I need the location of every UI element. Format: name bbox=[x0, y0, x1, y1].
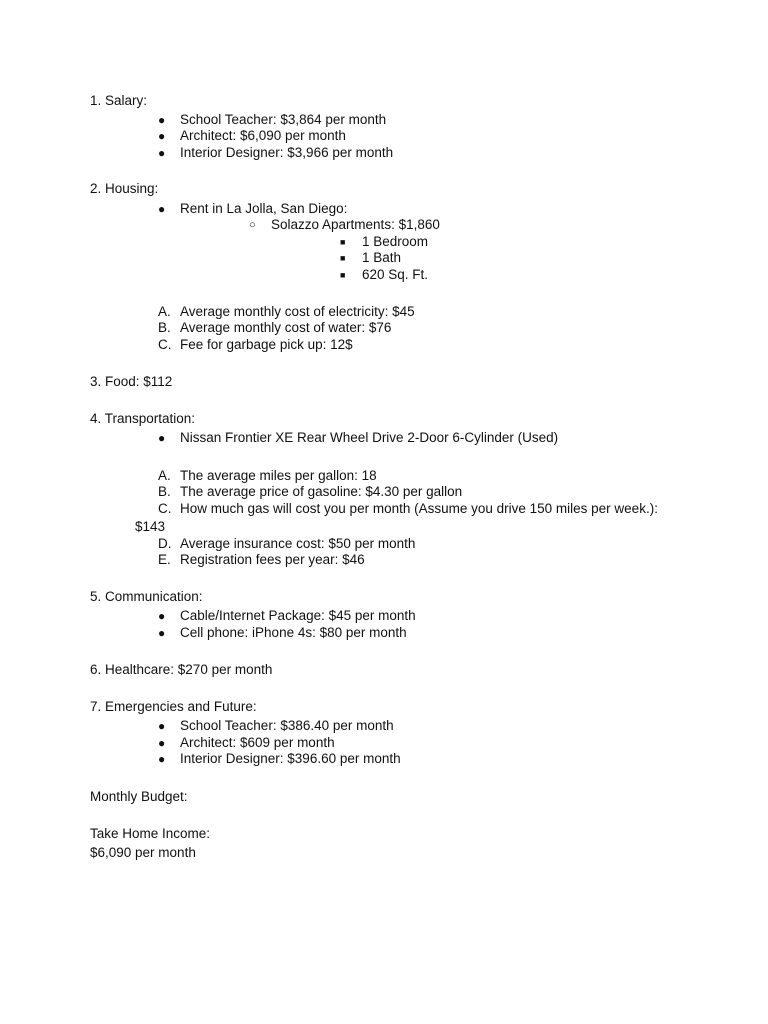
gas-cost-value: $143 bbox=[135, 519, 166, 534]
bullet-icon: ● bbox=[158, 719, 166, 733]
transportation-item: The average miles per gallon: 18 bbox=[180, 468, 377, 483]
emergencies-item: Interior Designer: $396.60 per month bbox=[180, 751, 401, 766]
bullet-icon: ● bbox=[158, 626, 166, 640]
food-heading: 3. Food: $112 bbox=[90, 374, 173, 389]
housing-cost: Average monthly cost of electricity: $45 bbox=[180, 304, 415, 319]
bullet-icon: ● bbox=[158, 736, 166, 750]
housing-cost-marker: C. bbox=[158, 337, 172, 352]
bullet-icon: ● bbox=[158, 431, 166, 445]
salary-item: School Teacher: $3,864 per month bbox=[180, 112, 387, 127]
salary-heading: 1. Salary: bbox=[90, 93, 148, 108]
communication-heading: 5. Communication: bbox=[90, 589, 203, 604]
transportation-item-marker: D. bbox=[158, 536, 172, 551]
circle-bullet-icon: ○ bbox=[249, 219, 256, 231]
emergencies-item: Architect: $609 per month bbox=[180, 735, 335, 750]
housing-detail: 620 Sq. Ft. bbox=[362, 267, 429, 282]
transportation-item: The average price of gasoline: $4.30 per gallon bbox=[180, 484, 463, 499]
transportation-item-marker: C. bbox=[158, 501, 172, 516]
square-bullet-icon: ■ bbox=[340, 237, 346, 247]
bullet-icon: ● bbox=[158, 202, 166, 216]
bullet-icon: ● bbox=[158, 113, 166, 127]
housing-heading: 2. Housing: bbox=[90, 181, 159, 196]
bullet-icon: ● bbox=[158, 146, 166, 160]
square-bullet-icon: ■ bbox=[340, 253, 346, 263]
housing-rent: Rent in La Jolla, San Diego: bbox=[180, 201, 348, 216]
emergencies-item: School Teacher: $386.40 per month bbox=[180, 718, 394, 733]
transportation-item-marker: E. bbox=[158, 552, 171, 567]
transportation-item: How much gas will cost you per month (Assume you drive 150 miles per week.): bbox=[180, 501, 658, 516]
bullet-icon: ● bbox=[158, 752, 166, 766]
salary-item: Interior Designer: $3,966 per month bbox=[180, 145, 394, 160]
bullet-icon: ● bbox=[158, 129, 166, 143]
transportation-item-marker: B. bbox=[158, 484, 171, 499]
transportation-vehicle: Nissan Frontier XE Rear Wheel Drive 2-Door 6-Cylinder (Used) bbox=[180, 430, 559, 445]
salary-item: Architect: $6,090 per month bbox=[180, 128, 346, 143]
transportation-item-marker: A. bbox=[158, 468, 171, 483]
communication-item: Cable/Internet Package: $45 per month bbox=[180, 608, 416, 623]
transportation-item: Registration fees per year: $46 bbox=[180, 552, 365, 567]
bullet-icon: ● bbox=[158, 609, 166, 623]
housing-cost: Average monthly cost of water: $76 bbox=[180, 320, 392, 335]
housing-cost-marker: A. bbox=[158, 304, 171, 319]
take-home-income-label: Take Home Income: bbox=[90, 826, 211, 841]
healthcare-heading: 6. Healthcare: $270 per month bbox=[90, 662, 273, 677]
housing-cost-marker: B. bbox=[158, 320, 171, 335]
housing-cost: Fee for garbage pick up: 12$ bbox=[180, 337, 353, 352]
housing-apartment: Solazzo Apartments: $1,860 bbox=[271, 217, 440, 232]
communication-item: Cell phone: iPhone 4s: $80 per month bbox=[180, 625, 407, 640]
monthly-budget-heading: Monthly Budget: bbox=[90, 789, 188, 804]
housing-detail: 1 Bath bbox=[362, 250, 402, 265]
square-bullet-icon: ■ bbox=[340, 270, 346, 280]
transportation-heading: 4. Transportation: bbox=[90, 411, 196, 426]
emergencies-heading: 7. Emergencies and Future: bbox=[90, 699, 257, 714]
housing-detail: 1 Bedroom bbox=[362, 234, 429, 249]
transportation-item: Average insurance cost: $50 per month bbox=[180, 536, 416, 551]
take-home-income-value: $6,090 per month bbox=[90, 845, 196, 860]
